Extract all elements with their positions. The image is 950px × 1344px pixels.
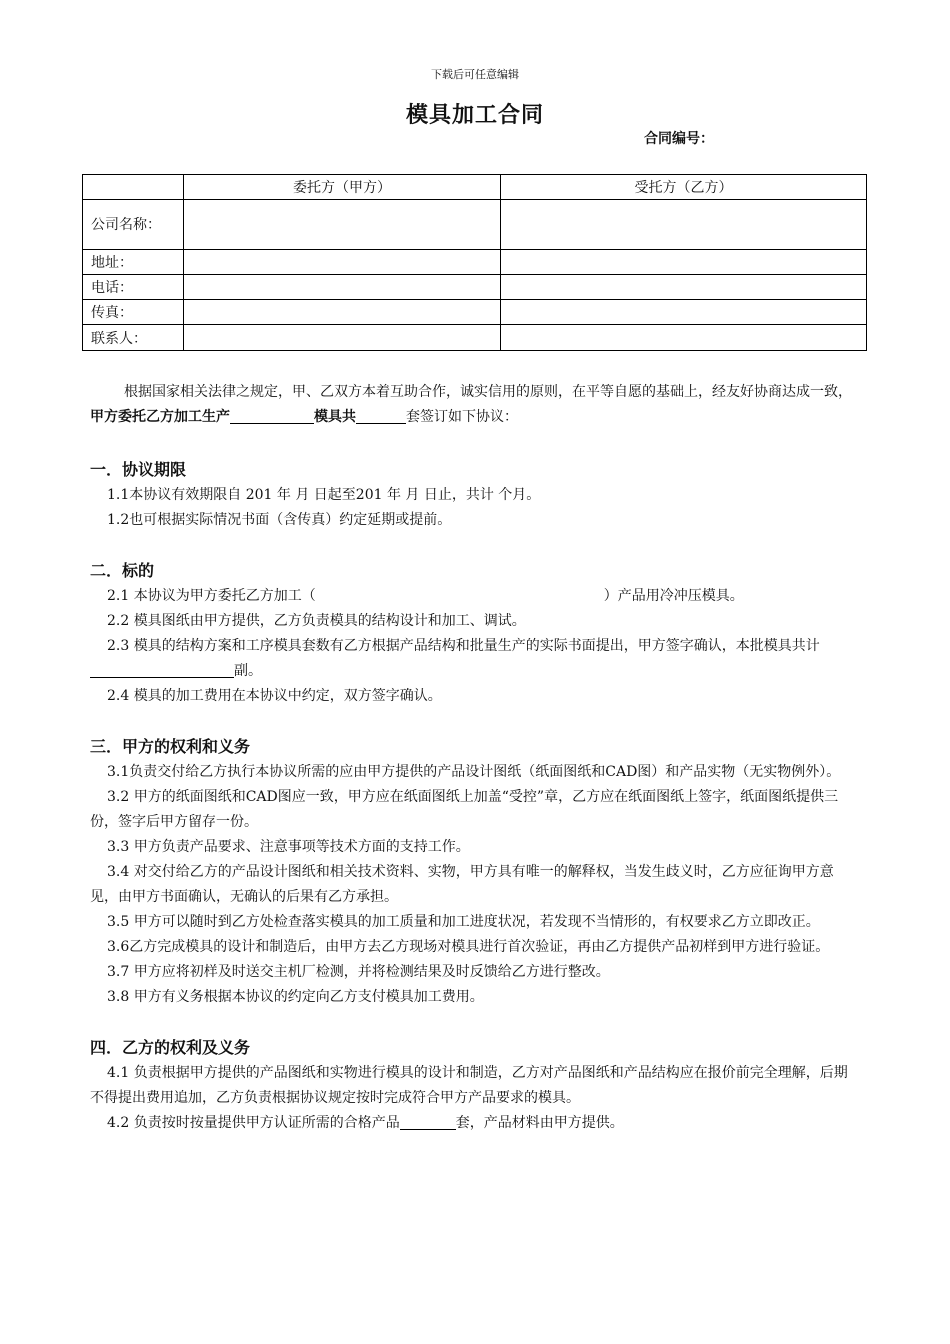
clause-3-1: 3.1负责交付给乙方执行本协议所需的应由甲方提供的产品设计图纸（纸面图纸和CAD图）和产品实物（无实物例外）。 <box>107 764 841 780</box>
clause-4-2 <box>90 1111 860 1136</box>
cell-client-phone[interactable] <box>184 275 501 300</box>
section-heading-client-rights: 三．甲方的权利和义务 <box>90 737 251 756</box>
cell-client-contact[interactable] <box>184 325 501 351</box>
cell-contractor-address[interactable] <box>501 250 867 275</box>
table-corner-cell <box>83 175 184 200</box>
clause-2-3 <box>90 634 860 684</box>
contract-body <box>90 380 860 1136</box>
contract-number-label: 合同编号： <box>644 131 714 147</box>
clause-2-3-text: 2.3 模具的结构方案和工序模具套数有乙方根据产品结构和批量生产的实际书面提出，甲方签字确认，本批模具共计 <box>107 638 820 654</box>
section-heading-term: 一．协议期限 <box>90 460 187 479</box>
column-header-client: 委托方（甲方） <box>184 175 501 200</box>
cell-contractor-company[interactable] <box>501 200 867 250</box>
row-label-company: 公司名称： <box>83 200 184 250</box>
clause-3-5: 3.5 甲方可以随时到乙方处检查落实模具的加工质量和加工进度状况，若发现不当情形的，有权要求乙方立即改正。 <box>107 914 820 930</box>
clause-2-1 <box>90 584 860 609</box>
intro-end-text: 套签订如下协议： <box>406 409 518 425</box>
column-header-contractor: 受托方（乙方） <box>501 175 867 200</box>
intro-text: 根据国家相关法律之规定，甲、乙双方本着互助合作，诚实信用的原则，在平等自愿的基础上，经友好协商达成一致， <box>124 384 852 400</box>
clause-2-2: 2.2 模具图纸由甲方提供，乙方负责模具的结构设计和加工、调试。 <box>107 613 526 629</box>
row-label-fax: 传真： <box>83 300 184 325</box>
intro-paragraph <box>90 380 860 430</box>
cell-client-address[interactable] <box>184 250 501 275</box>
clause-3-7: 3.7 甲方应将初样及时送交主机厂检测，并将检测结果及时反馈给乙方进行整改。 <box>107 964 610 980</box>
row-label-contact: 联系人： <box>83 325 184 351</box>
cell-client-fax[interactable] <box>184 300 501 325</box>
clause-3-4: 3.4 对交付给乙方的产品设计图纸和相关技术资料、实物，甲方具有唯一的解释权，当发生歧义时，乙方应征询甲方意见，由甲方书面确认，无确认的后果有乙方承担。 <box>90 864 834 905</box>
clause-2-1-text: 2.1 本协议为甲方委托乙方加工（ <box>107 588 316 604</box>
cell-client-company[interactable] <box>184 200 501 250</box>
blank-mold-quantity[interactable] <box>90 661 234 678</box>
clause-2-4: 2.4 模具的加工费用在本协议中约定，双方签字确认。 <box>107 688 442 704</box>
blank-sample-quantity[interactable] <box>400 1113 456 1130</box>
row-label-phone: 电话： <box>83 275 184 300</box>
clause-4-2-text: 4.2 负责按时按量提供甲方认证所需的合格产品 <box>107 1115 400 1131</box>
clause-3-2: 3.2 甲方的纸面图纸和CAD图应一致，甲方应在纸面图纸上加盖“受控”章，乙方应在纸面图纸上签字，纸面图纸提供三份，签字后甲方留存一份。 <box>90 789 839 830</box>
clause-3-8: 3.8 甲方有义务根据本协议的约定向乙方支付模具加工费用。 <box>107 989 484 1005</box>
row-label-address: 地址： <box>83 250 184 275</box>
clause-3-6: 3.6乙方完成模具的设计和制造后，由甲方去乙方现场对模具进行首次验证，再由乙方提供产品初样到甲方进行验证。 <box>107 939 830 955</box>
blank-set-count[interactable] <box>356 407 406 424</box>
clause-1-1: 1.1本协议有效期限自 201 年 月 日起至201 年 月 日止，共计 个月。 <box>107 487 541 503</box>
section-heading-subject: 二．标的 <box>90 561 155 580</box>
parties-table <box>82 174 867 351</box>
clause-2-3-end: 副。 <box>234 663 262 679</box>
intro-commission-text: 甲方委托乙方加工生产 <box>90 409 230 425</box>
clause-3-3: 3.3 甲方负责产品要求、注意事项等技术方面的支持工作。 <box>107 839 470 855</box>
cell-contractor-phone[interactable] <box>501 275 867 300</box>
clause-2-1-end: ）产品用冷冲压模具。 <box>603 588 744 604</box>
intro-mold-count-text: 模具共 <box>314 409 356 425</box>
top-note: 下载后可任意编辑 <box>431 68 519 81</box>
cell-contractor-fax[interactable] <box>501 300 867 325</box>
cell-contractor-contact[interactable] <box>501 325 867 351</box>
clause-1-2: 1.2也可根据实际情况书面（含传真）约定延期或提前。 <box>107 512 452 528</box>
section-heading-contractor-rights: 四．乙方的权利及义务 <box>90 1038 251 1057</box>
document-title: 模具加工合同 <box>405 103 544 128</box>
blank-mold-name[interactable] <box>230 407 314 424</box>
clause-4-2-end: 套，产品材料由甲方提供。 <box>455 1115 624 1131</box>
clause-4-1: 4.1 负责根据甲方提供的产品图纸和实物进行模具的设计和制造，乙方对产品图纸和产品结构应在报价前完全理解，后期不得提出费用追加，乙方负责根据协议规定按时完成符合甲方产品要求的模具。 <box>90 1065 848 1106</box>
